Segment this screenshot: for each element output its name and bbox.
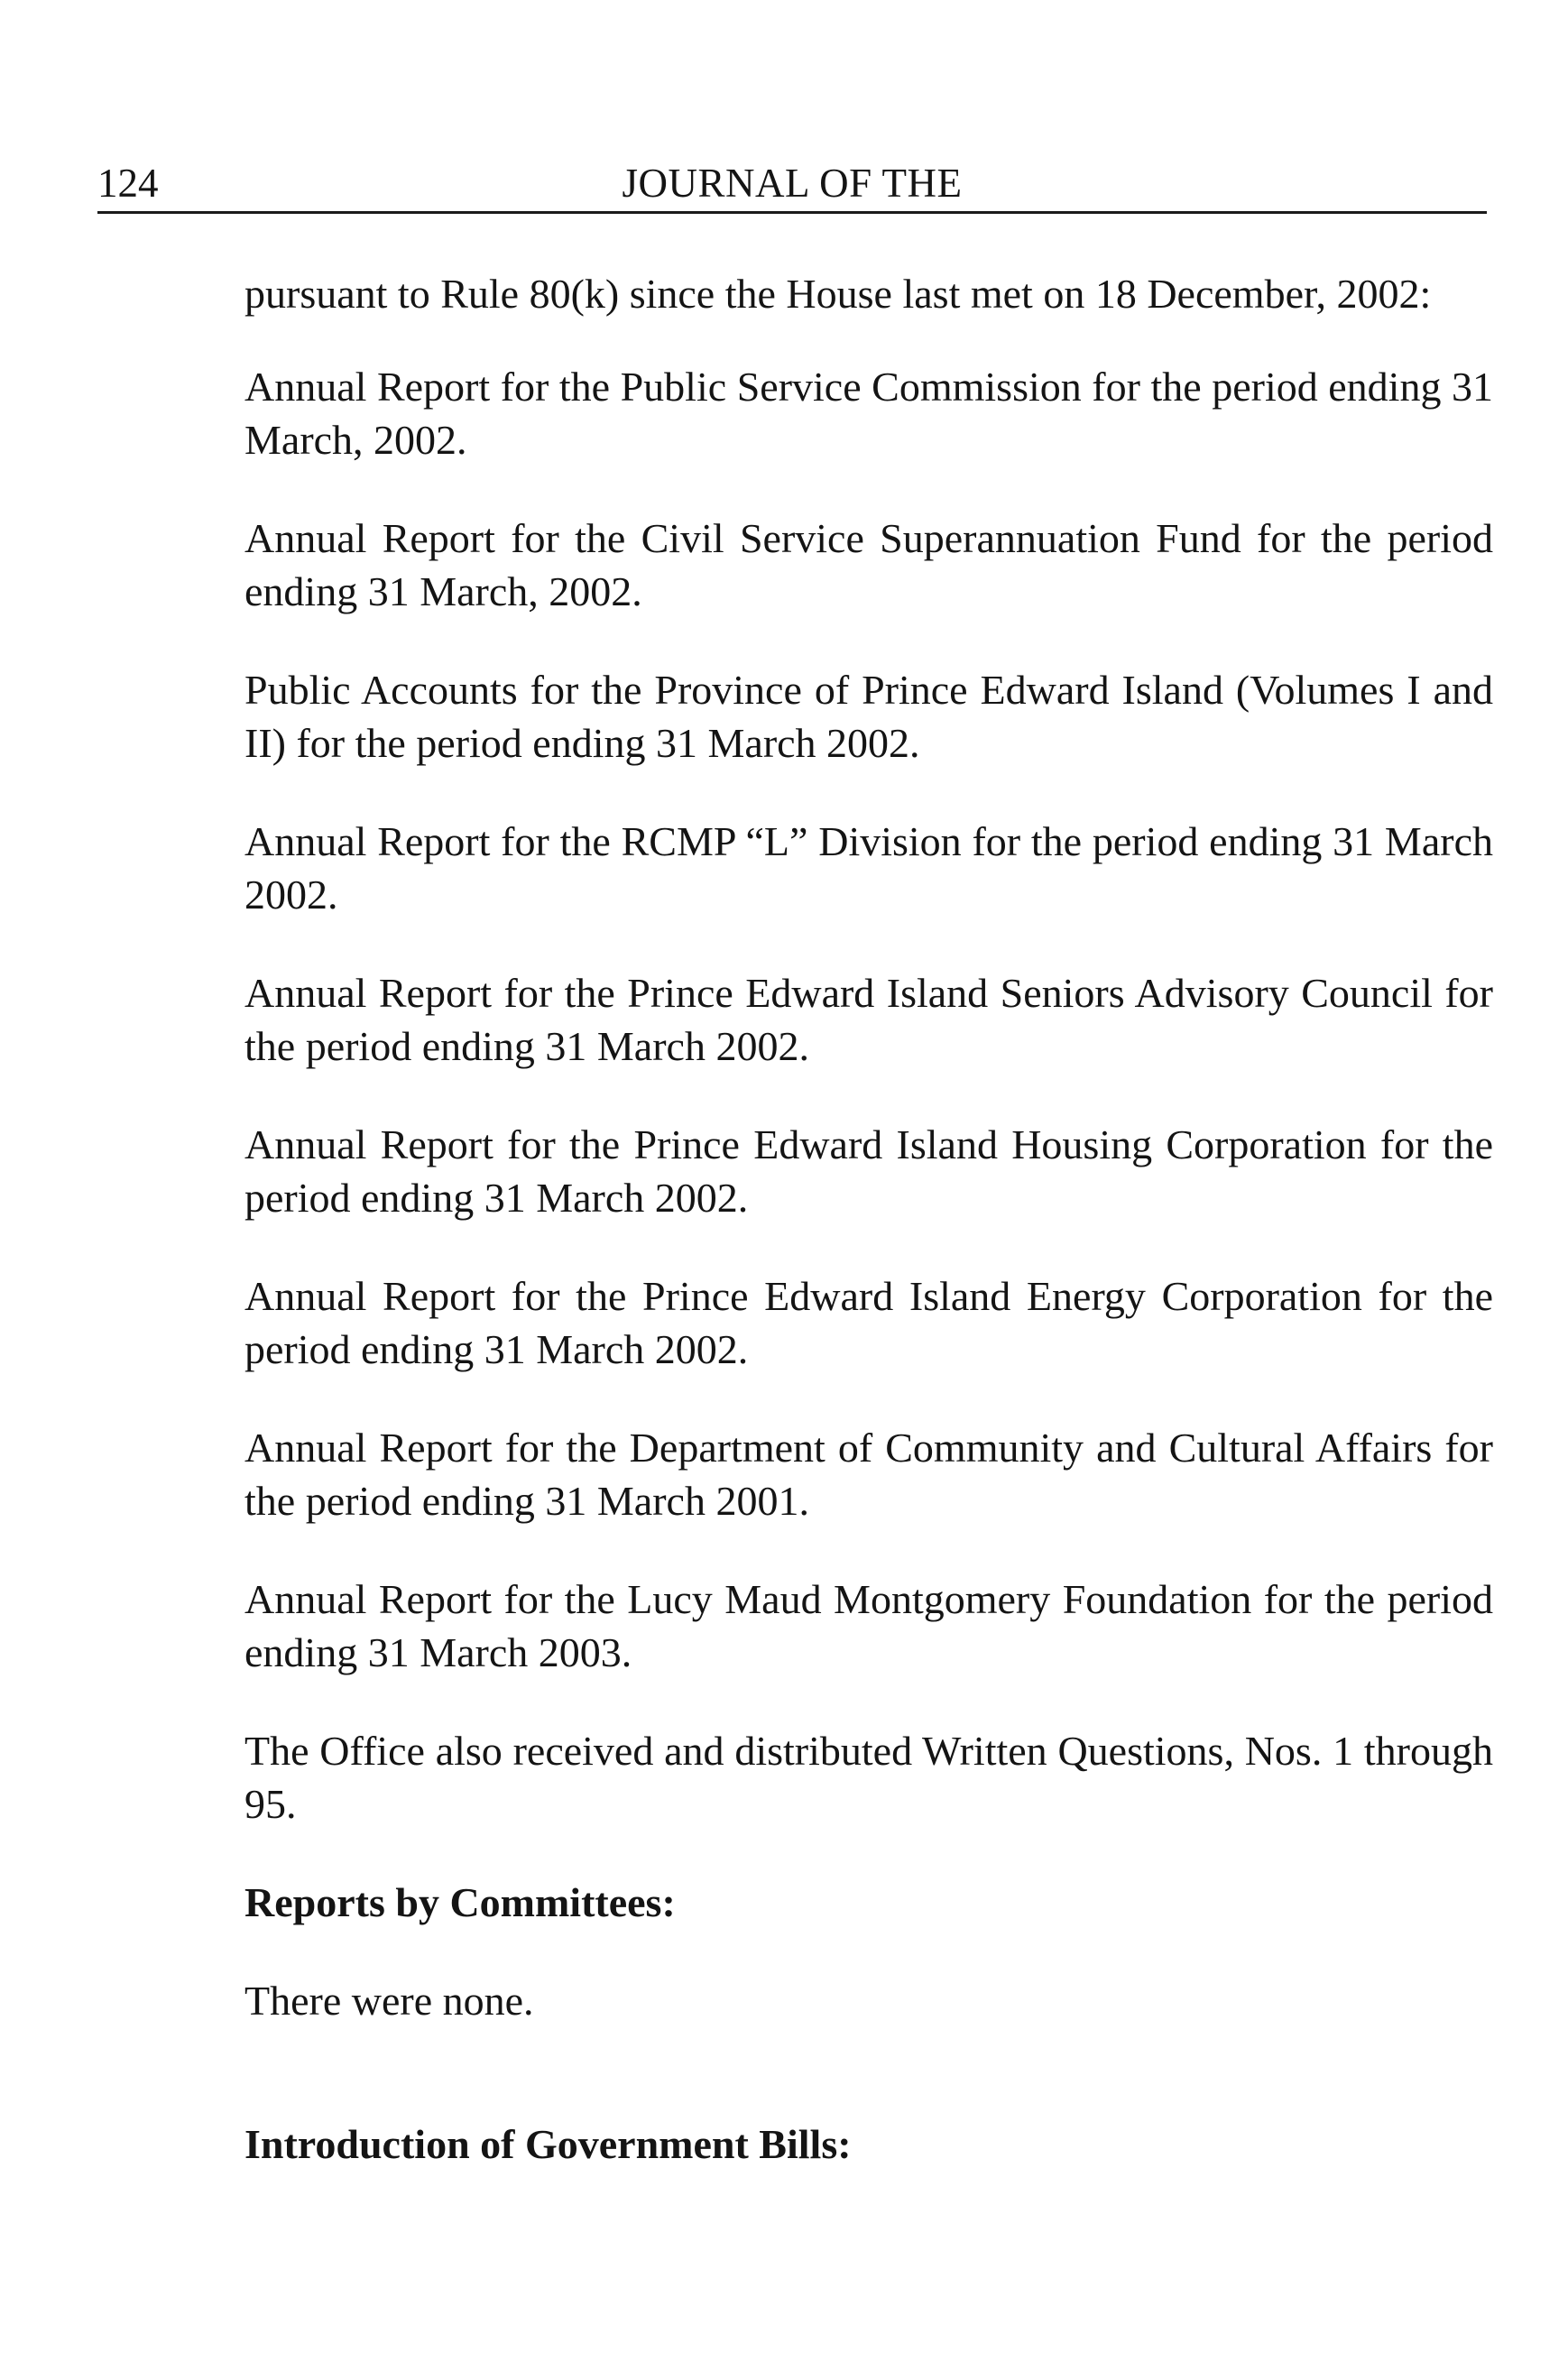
page-number: 124 bbox=[97, 161, 159, 206]
report-item: Annual Report for the Prince Edward Island Energy Corporation for the period ending 31 March 2002. bbox=[244, 1273, 1493, 1372]
report-item: Annual Report for the RCMP “L” Division for the period ending 31 March 2002. bbox=[244, 818, 1493, 918]
report-item: Annual Report for the Civil Service Superannuation Fund for the period ending 31 March, 2002. bbox=[244, 515, 1493, 614]
government-bills-heading: Introduction of Government Bills: bbox=[244, 2121, 852, 2167]
page-body bbox=[244, 267, 1493, 2216]
report-item: Annual Report for the Prince Edward Island Housing Corporation for the period ending 31 March 2002. bbox=[244, 1121, 1493, 1221]
report-item: Annual Report for the Public Service Commission for the period ending 31 March, 2002. bbox=[244, 364, 1493, 463]
committees-heading: Reports by Committees: bbox=[244, 1879, 676, 1925]
committees-text: There were none. bbox=[244, 1978, 534, 2024]
intro-paragraph: pursuant to Rule 80(k) since the House last met on 18 December, 2002: bbox=[244, 271, 1432, 317]
report-item: Annual Report for the Prince Edward Island Seniors Advisory Council for the period ending 31 March 2002. bbox=[244, 970, 1493, 1069]
report-item: Public Accounts for the Province of Prince Edward Island (Volumes I and II) for the period ending 31 March 2002. bbox=[244, 667, 1493, 766]
page-header bbox=[97, 159, 1487, 214]
running-head: JOURNAL OF THE bbox=[622, 161, 963, 206]
report-item: Annual Report for the Department of Community and Cultural Affairs for the period ending 31 March 2001. bbox=[244, 1425, 1493, 1524]
report-item: Annual Report for the Lucy Maud Montgomery Foundation for the period ending 31 March 2003. bbox=[244, 1576, 1493, 1675]
written-questions-paragraph: The Office also received and distributed Written Questions, Nos. 1 through 95. bbox=[244, 1728, 1493, 1827]
